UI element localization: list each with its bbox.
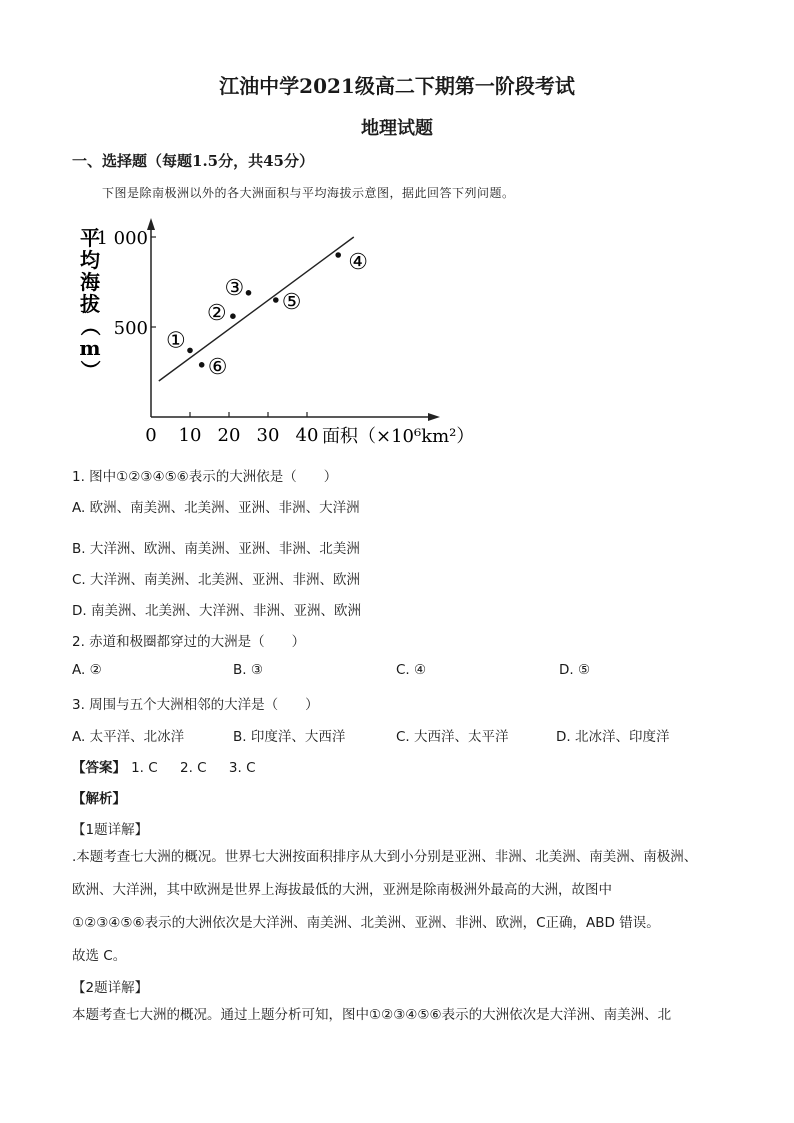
q2-option-d[interactable]: D. ⑤ [559,662,591,678]
q2-option-b[interactable]: B. ③ [233,662,263,678]
detail-1-tag: 【1题详解】 [72,822,149,838]
answer-values [131,760,273,776]
detail-1-line: ①②③④⑤⑥表示的大洲依次是大洋洲、南美洲、北美洲、亚洲、非洲、欧洲，C正确，ABD 错误。 [72,915,660,931]
y-axis-label-char: 平 [80,226,100,250]
detail-2-line: 本题考查七大洲的概况。通过上题分析可知，图中①②③④⑤⑥表示的大洲依次是大洋洲、南美洲、北 [72,1007,672,1023]
q1-option-c[interactable]: C. 大洋洲、南美洲、北美洲、亚洲、非洲、欧洲 [72,572,361,588]
q1-option-d[interactable]: D. 南美洲、北美洲、大洋洲、非洲、亚洲、欧洲 [72,603,361,619]
analysis-tag: 【解析】 [72,791,126,807]
q3-option-c[interactable]: C. 大西洋、太平洋 [396,729,509,745]
detail-1-line: 故选 C。 [72,948,127,964]
q3-option-b[interactable]: B. 印度洋、大西洋 [233,729,346,745]
data-point-label: ④ [348,250,368,275]
detail-1-line: 欧洲、大洋洲，其中欧洲是世界上海拔最低的大洲，亚洲是除南极洲外最高的大洲，故图中 [72,882,612,898]
data-point-label: ② [206,301,227,327]
q1-option-a[interactable]: A. 欧洲、南美洲、北美洲、亚洲、非洲、大洋洲 [72,500,360,516]
q3-option-a[interactable]: A. 太平洋、北冰洋 [72,729,185,745]
q2-option-c[interactable]: C. ④ [396,662,427,678]
data-point-label: ⑤ [281,290,302,315]
y-axis-arrow [147,218,155,230]
x-axis-arrow [428,413,440,421]
x-tick-label: 40 [295,425,319,446]
answer-2: 2. C [180,760,207,776]
data-point-label: ③ [224,275,245,301]
section-heading: 一、选择题（每题1.5分，共45分） [72,152,314,170]
exam-title: 江油中学2021级高二下期第一阶段考试 [219,74,575,98]
scatter-chart [72,212,492,457]
y-tick-label: 1 000 [96,228,148,249]
question-2-stem: 2. 赤道和极圈都穿过的大洲是（ ） [72,634,306,650]
question-1-stem: 1. 图中①②③④⑤⑥表示的大洲依是（ ） [72,469,338,485]
y-axis-label-char: 拔 [80,292,100,316]
data-point-label: ① [166,328,186,354]
x-tick-label: 10 [178,425,202,446]
answer-line [72,756,274,776]
y-axis-label-char: （ [78,316,102,336]
data-point [335,252,341,258]
question-3-stem: 3. 周围与五个大洲相邻的大洋是（ ） [72,697,319,713]
data-point [187,348,193,354]
exam-subtitle: 地理试题 [361,118,433,139]
detail-1-line: .本题考查七大洲的概况。世界七大洲按面积排序从大到小分别是亚洲、非洲、北美洲、南美洲、南极洲、 [72,849,698,865]
question-intro: 下图是除南极洲以外的各大洲面积与平均海拔示意图，据此回答下列问题。 [102,186,515,200]
data-point [230,313,236,319]
data-point [273,297,279,303]
y-axis-label-char: 均 [80,248,100,272]
data-point-label: ⑥ [207,354,228,380]
x-axis-label: 面积（×10⁶km²） [322,426,475,447]
y-axis-label-char: m [79,336,101,360]
q1-option-b[interactable]: B. 大洋洲、欧洲、南美洲、亚洲、非洲、北美洲 [72,541,360,557]
trend-line [159,237,354,381]
y-tick-label: 500 [113,318,148,339]
x-tick-label: 30 [256,425,280,446]
answer-3: 3. C [228,760,256,776]
answer-tag: 【答案】 [72,760,126,776]
detail-1-text [72,841,697,973]
answer-1: 1. C [131,760,158,776]
x-tick-label: 20 [217,425,241,446]
data-point [246,290,252,296]
q2-option-a[interactable]: A. ② [72,662,102,678]
q3-option-d[interactable]: D. 北冰洋、印度洋 [556,729,670,745]
detail-2-text [72,999,671,1032]
data-point [199,362,205,368]
x-tick-label: 0 [145,425,157,446]
y-axis-label-char: ） [78,360,102,380]
detail-2-tag: 【2题详解】 [72,980,149,996]
y-axis-label-char: 海 [80,270,100,294]
